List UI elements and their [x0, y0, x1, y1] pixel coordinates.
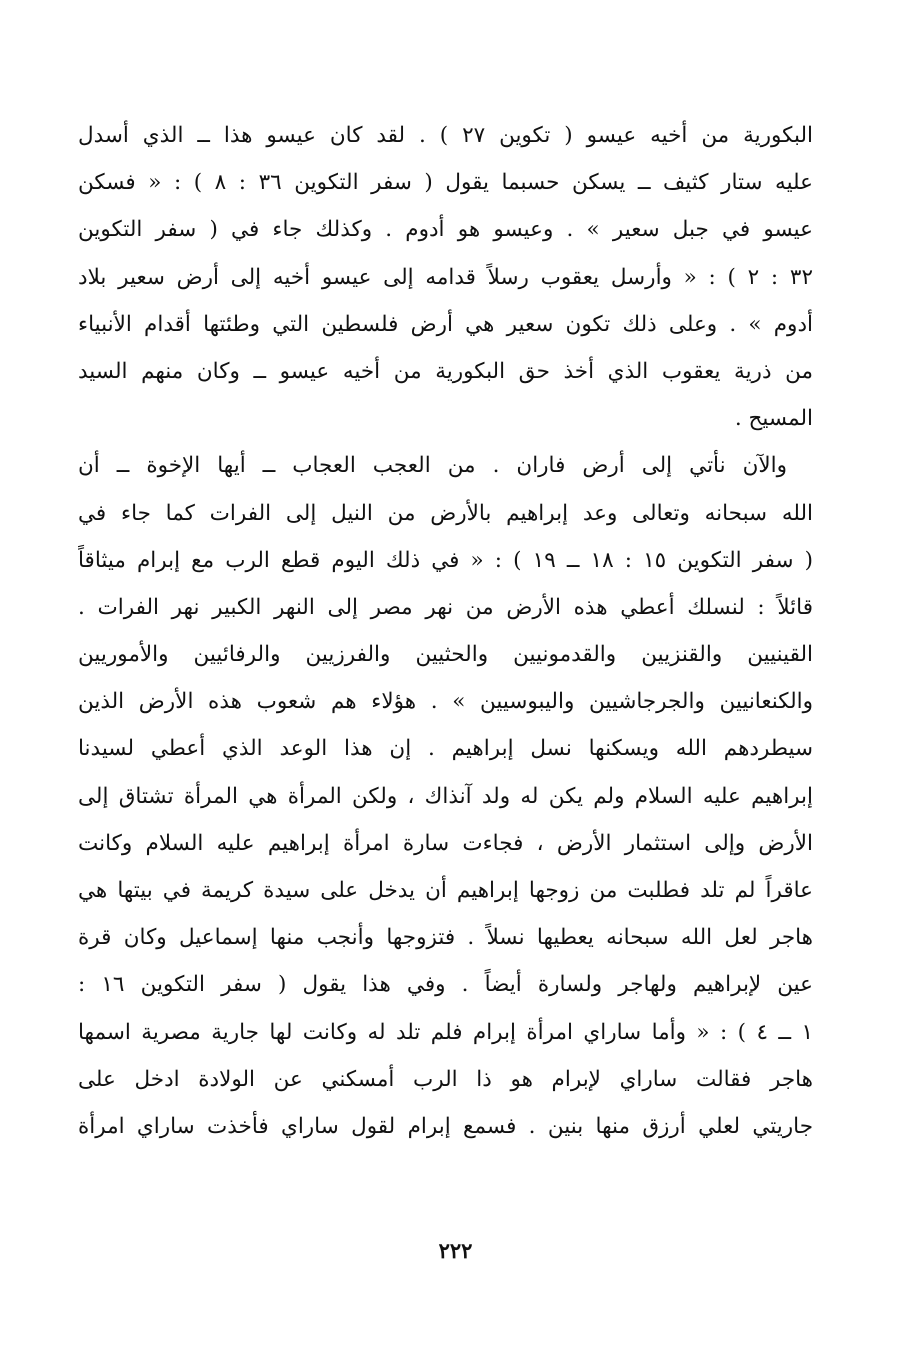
text-line: إبراهيم عليه السلام ولم يكن له ولد آنذاك ، ولكن المرأة هي المرأة تشتاق إلى	[78, 783, 813, 809]
text-line: عليه ستار كثيف ــ يسكن حسبما يقول ( سفر التكوين ٣٦ : ٨ ) : « فسكن	[78, 170, 813, 196]
text-line: ٣٢ : ٢ ) : « وأرسل يعقوب رسلاً قدامه إلى عيسو أخيه إلى أرض سعير بلاد	[78, 264, 813, 290]
text-line: الله سبحانه وتعالى وعد إبراهيم بالأرض من النيل إلى الفرات كما جاء في	[78, 500, 813, 526]
page-number: ٢٢٢	[438, 1238, 473, 1263]
text-line: عيسو في جبل سعير » . وعيسو هو أدوم . وكذلك جاء في ( سفر التكوين	[78, 217, 813, 243]
text-line: من ذرية يعقوب الذي أخذ حق البكورية من أخيه عيسو ــ وكان منهم السيد	[78, 358, 813, 384]
text-line: سيطردهم الله ويسكنها نسل إبراهيم . إن هذا الوعد الذي أعطي لسيدنا	[78, 736, 813, 762]
paragraph-2	[78, 442, 813, 1150]
text-line: الأرض وإلى استثمار الأرض ، فجاءت سارة امرأة إبراهيم عليه السلام وكانت	[78, 830, 813, 856]
text-line: عين لإبراهيم ولهاجر ولسارة أيضاً . وفي هذا يقول ( سفر التكوين ١٦ :	[78, 972, 813, 998]
text-line: هاجر فقالت ساراي لإبرام هو ذا الرب أمسكني عن الولادة ادخل على	[78, 1066, 813, 1092]
text-line: القينيين والقنزيين والقدمونيين والحثيين والفرزيين والرفائيين والأموريين	[78, 642, 813, 668]
text-line: عاقراً لم تلد فطلبت من زوجها إبراهيم أن يدخل على سيدة كريمة في بيتها هي	[78, 878, 813, 903]
text-line: جاريتي لعلي أرزق منها بنين . فسمع إبرام لقول ساراي فأخذت ساراي امرأة	[78, 1113, 813, 1139]
text-line: أدوم » . وعلى ذلك تكون سعير هي أرض فلسطين التي وطئتها أقدام الأنبياء	[78, 311, 813, 337]
text-line: ( سفر التكوين ١٥ : ١٨ ــ ١٩ ) : « في ذلك اليوم قطع الرب مع إبرام ميثاقاً	[78, 547, 813, 573]
text-line: هاجر لعل الله سبحانه يعطيها نسلاً . فتزوجها وأنجب منها إسماعيل وكان قرة	[78, 925, 813, 951]
text-line: المسيح .	[734, 406, 813, 432]
text-line: البكورية من أخيه عيسو ( تكوين ٢٧ ) . لقد كان عيسو هذا ــ الذي أسدل	[78, 123, 813, 148]
text-line: قائلاً : لنسلك أعطي هذه الأرض من نهر مصر إلى النهر الكبير نهر الفرات .	[78, 594, 813, 620]
text-line: ١ ــ ٤ ) : « وأما ساراي امرأة إبرام فلم تلد له وكانت لها جارية مصرية اسمها	[78, 1019, 813, 1045]
text-line: والكنعانيين والجرجاشيين واليبوسيين » . هؤلاء هم شعوب هذه الأرض الذين	[78, 689, 813, 715]
text-line: والآن نأتي إلى أرض فاران . من العجب العجاب ــ أيها الإخوة ــ أن	[78, 453, 787, 479]
body-text	[78, 112, 813, 1150]
paragraph-1	[78, 112, 813, 442]
